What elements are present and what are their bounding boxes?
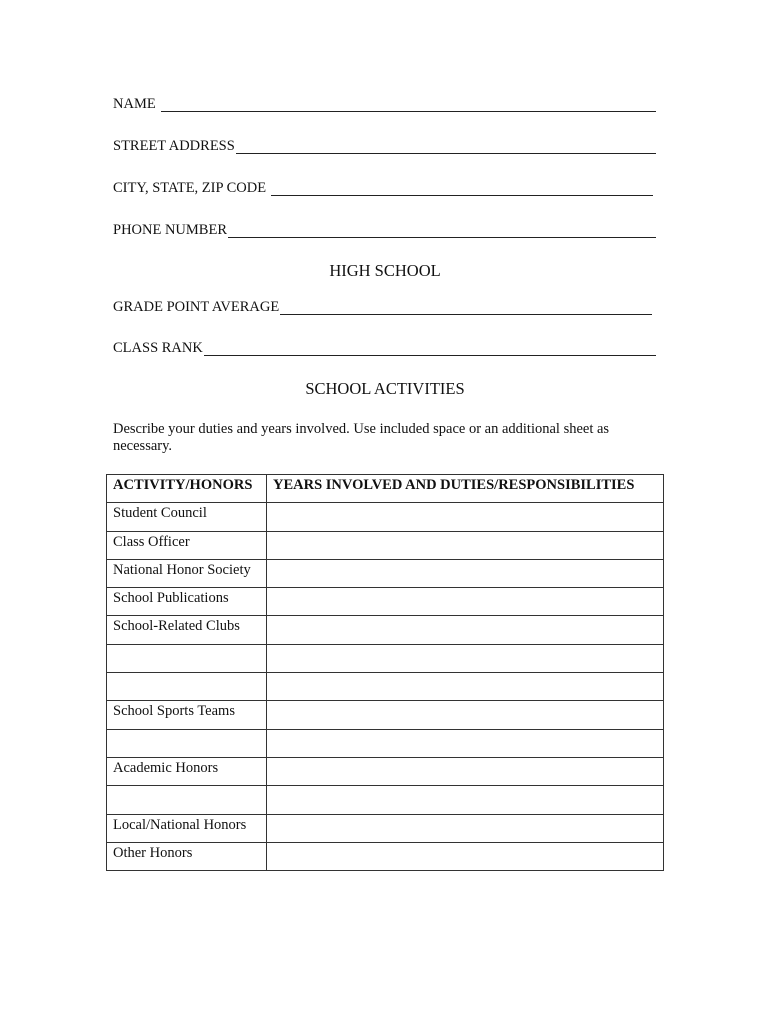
activity-cell[interactable] — [107, 673, 267, 701]
duties-cell[interactable] — [267, 814, 664, 842]
duties-cell[interactable] — [267, 673, 664, 701]
activity-cell: Other Honors — [107, 842, 267, 870]
duties-cell[interactable] — [267, 757, 664, 785]
table-header-row — [107, 475, 664, 503]
activity-cell: School Publications — [107, 588, 267, 616]
years-duties-header: YEARS INVOLVED AND DUTIES/RESPONSIBILITIES — [267, 475, 664, 503]
table-row — [107, 814, 664, 842]
table-row — [107, 786, 664, 814]
table-row — [107, 616, 664, 644]
activities-instructions: Describe your duties and years involved. Use included space or an additional sheet as necessary. — [113, 421, 610, 454]
duties-cell[interactable] — [267, 503, 664, 531]
duties-cell[interactable] — [267, 701, 664, 729]
activity-cell: Local/National Honors — [107, 814, 267, 842]
table-row — [107, 701, 664, 729]
activity-cell[interactable] — [107, 786, 267, 814]
table-row — [107, 673, 664, 701]
duties-cell[interactable] — [267, 559, 664, 587]
street-address-label: STREET ADDRESS — [113, 138, 235, 154]
duties-cell[interactable] — [267, 842, 664, 870]
duties-cell[interactable] — [267, 588, 664, 616]
duties-cell[interactable] — [267, 616, 664, 644]
phone-number-input-line[interactable] — [228, 225, 656, 238]
class-rank-input-line[interactable] — [204, 343, 656, 356]
city-state-zip-field — [113, 180, 653, 196]
activity-cell[interactable] — [107, 729, 267, 757]
phone-number-field — [113, 222, 656, 238]
high-school-heading: HIGH SCHOOL — [329, 261, 441, 280]
table-row — [107, 842, 664, 870]
table-row — [107, 644, 664, 672]
activity-honors-header: ACTIVITY/HONORS — [107, 475, 267, 503]
activity-cell: School-Related Clubs — [107, 616, 267, 644]
city-state-zip-input-line[interactable] — [271, 183, 653, 196]
table-row — [107, 729, 664, 757]
city-state-zip-label: CITY, STATE, ZIP CODE — [113, 180, 267, 196]
table-row — [107, 503, 664, 531]
gpa-field — [113, 299, 652, 315]
table-row — [107, 588, 664, 616]
duties-cell[interactable] — [267, 786, 664, 814]
gpa-input-line[interactable] — [280, 302, 652, 315]
phone-number-label: PHONE NUMBER — [113, 222, 227, 238]
class-rank-label: CLASS RANK — [113, 340, 203, 356]
duties-cell[interactable] — [267, 644, 664, 672]
activity-cell: School Sports Teams — [107, 701, 267, 729]
activity-cell: National Honor Society — [107, 559, 267, 587]
activity-cell: Academic Honors — [107, 757, 267, 785]
table-row — [107, 559, 664, 587]
activity-cell[interactable] — [107, 644, 267, 672]
activities-table — [106, 474, 664, 871]
table-row — [107, 531, 664, 559]
name-field — [113, 96, 656, 112]
gpa-label: GRADE POINT AVERAGE — [113, 299, 280, 315]
duties-cell[interactable] — [267, 729, 664, 757]
duties-cell[interactable] — [267, 531, 664, 559]
name-label: NAME — [113, 96, 156, 112]
street-address-input-line[interactable] — [236, 141, 656, 154]
name-input-line[interactable] — [161, 99, 656, 112]
street-address-field — [113, 138, 656, 154]
class-rank-field — [113, 340, 656, 356]
table-row — [107, 757, 664, 785]
school-activities-heading: SCHOOL ACTIVITIES — [305, 379, 465, 398]
activity-cell: Student Council — [107, 503, 267, 531]
activity-cell: Class Officer — [107, 531, 267, 559]
